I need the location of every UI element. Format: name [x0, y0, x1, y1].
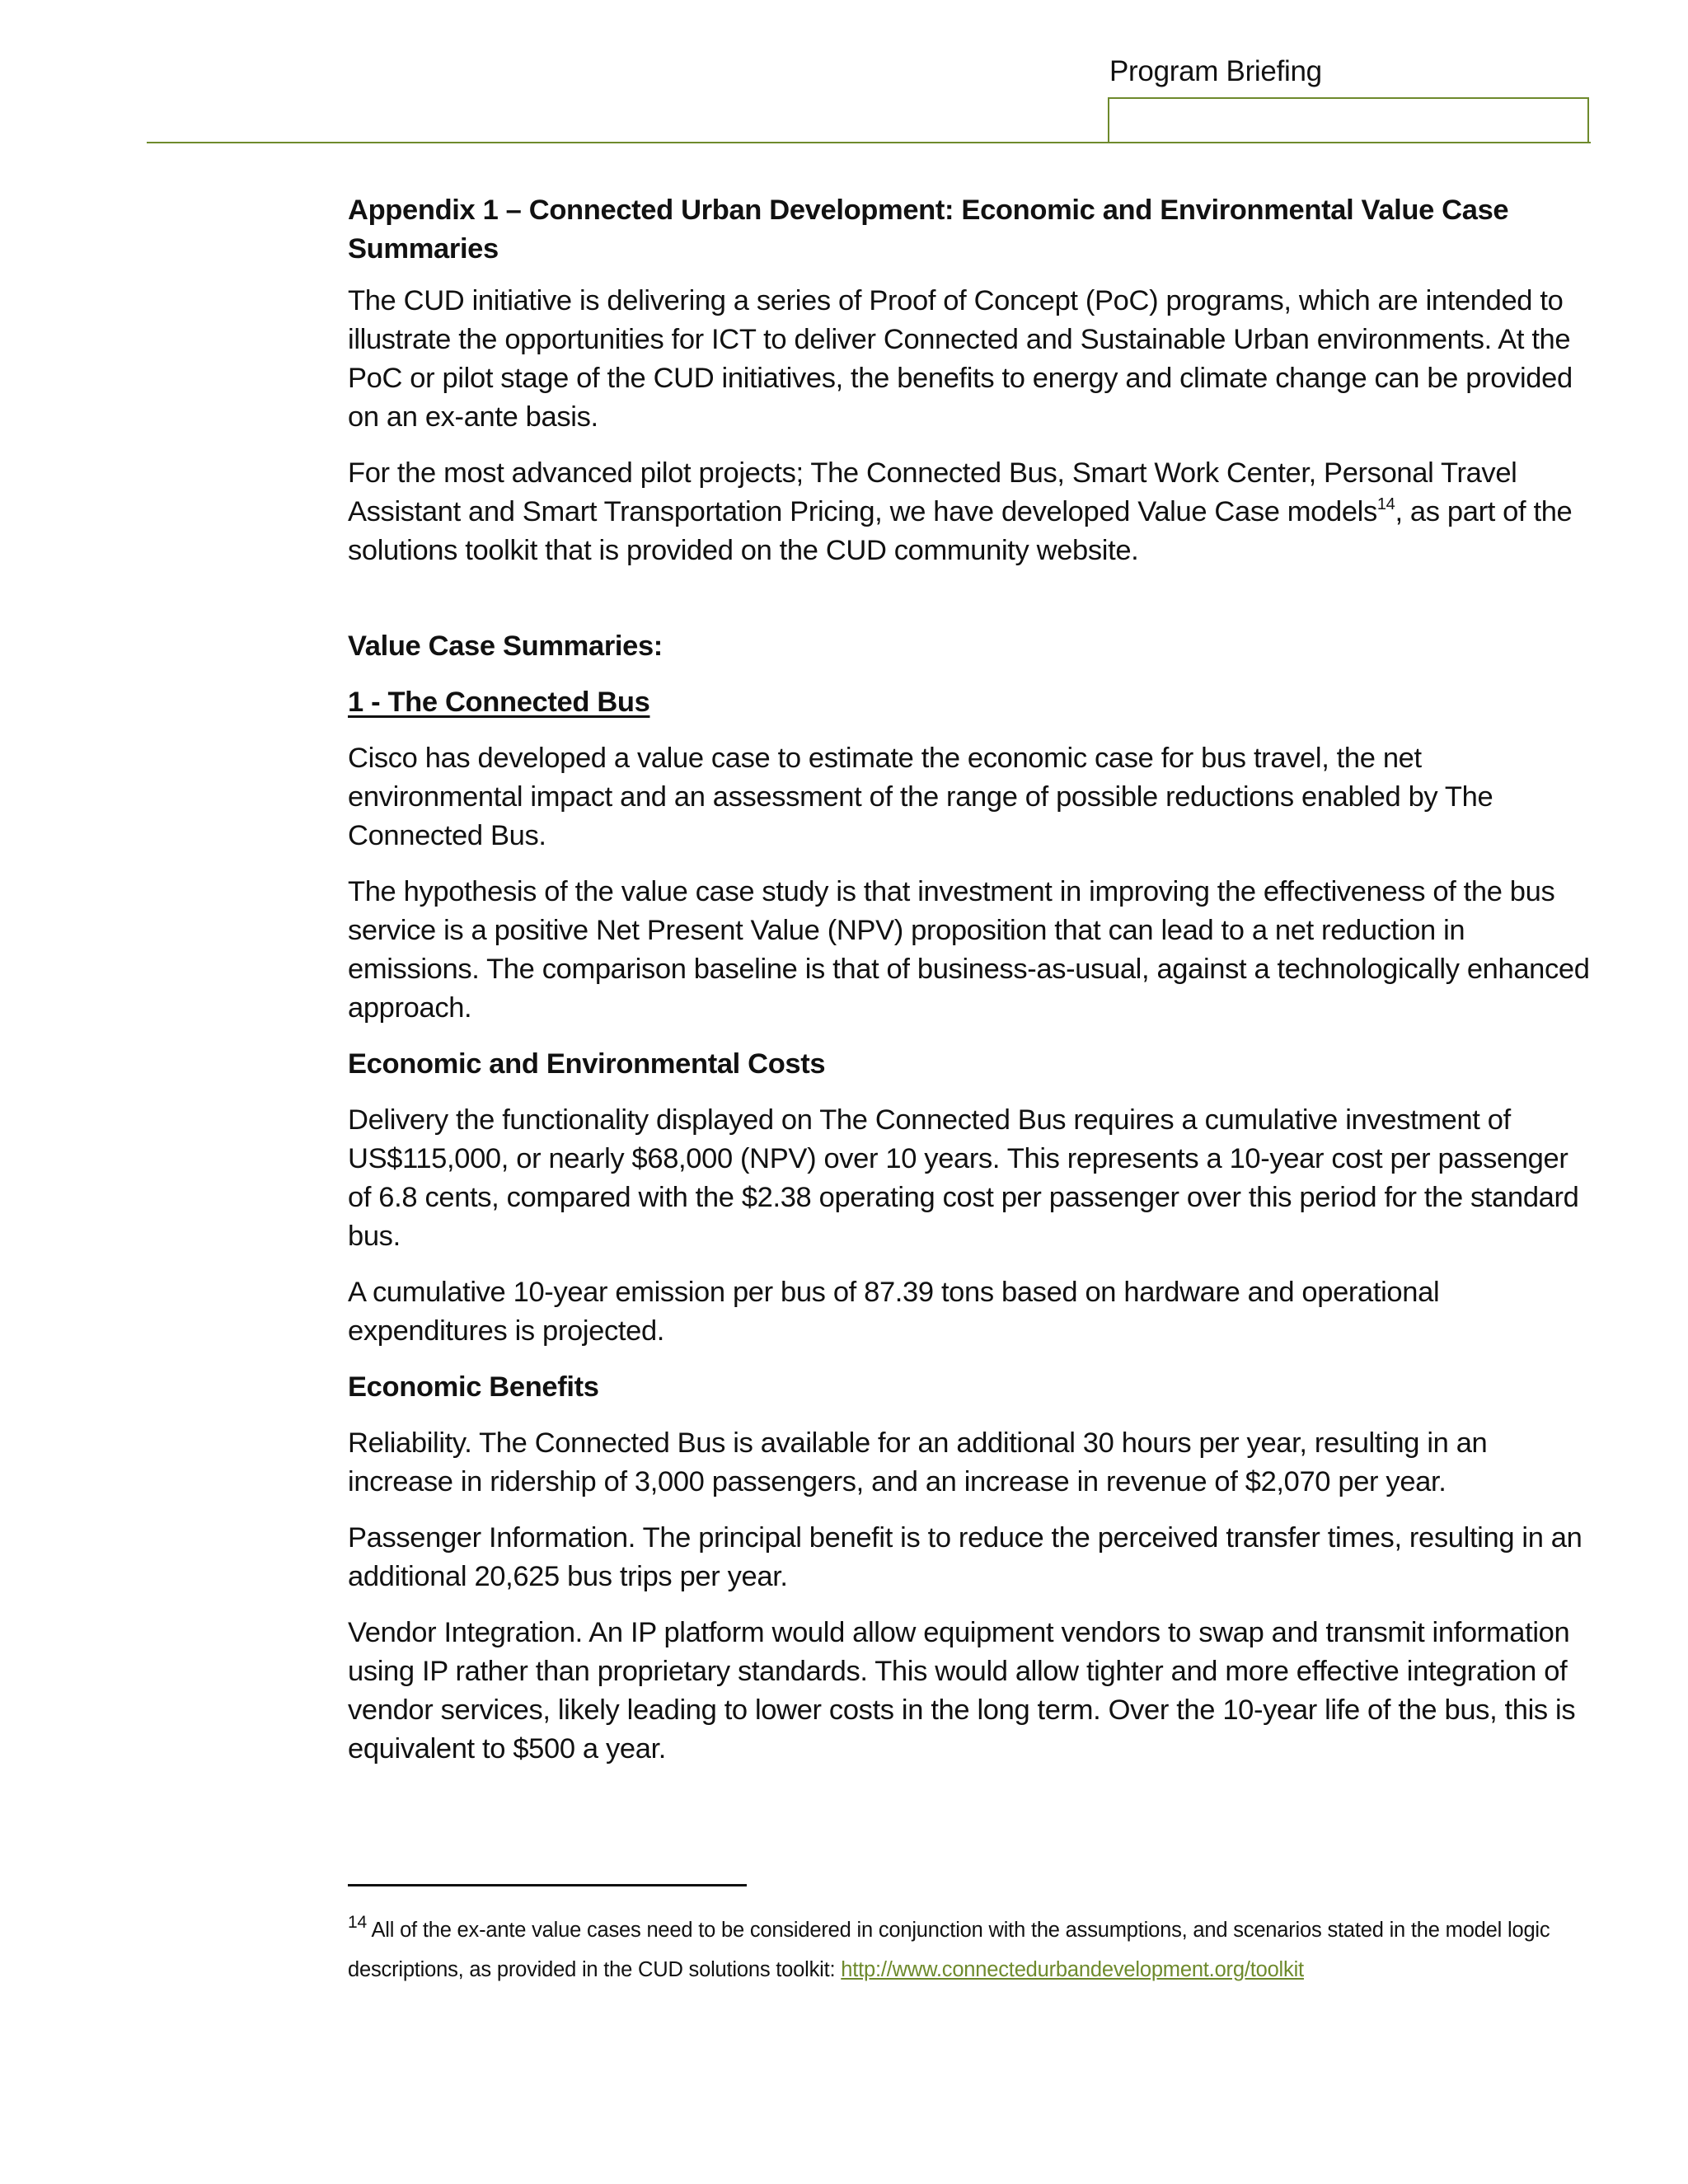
connected-bus-paragraph: Cisco has developed a value case to estimate the economic case for bus travel, the net environmental impact and an assessment of the range of possible reductions enabled by The Connected Bus.: [348, 743, 1493, 851]
section-spacer: [348, 588, 1592, 627]
toolkit-link[interactable]: http://www.connectedurbandevelopment.org/toolkit: [841, 1958, 1304, 1981]
connected-bus-heading: 1 - The Connected Bus: [348, 687, 650, 718]
footnote: [348, 1910, 1592, 1990]
header-divider: [147, 142, 1591, 143]
costs-heading: Economic and Environmental Costs: [348, 1048, 826, 1080]
footnote-text: All of the ex-ante value cases need to be considered in conjunction with the assumptions, and scenarios stated in the model logic descriptions, as provided in the CUD solutions toolkit:: [348, 1919, 1550, 1981]
benefits-heading: Economic Benefits: [348, 1371, 599, 1403]
appendix-title: Appendix 1 – Connected Urban Development: Economic and Environmental Value Case Summaries: [348, 194, 1509, 265]
passenger-information-paragraph: Passenger Information. The principal benefit is to reduce the perceived transfer times, resulting in an additional 20,625 bus trips per year.: [348, 1522, 1582, 1592]
hypothesis-paragraph: The hypothesis of the value case study is that investment in improving the effectiveness of the bus service is a positive Net Present Value (NPV) proposition that can lead to a net reduction in emissions. The comparison baseline is that of business-as-usual, against a technologically enhanced approach.: [348, 876, 1590, 1024]
running-header-frame: [1108, 97, 1589, 143]
reliability-paragraph: Reliability. The Connected Bus is available for an additional 30 hours per year, resulting in an increase in ridership of 3,000 passengers, and an increase in revenue of $2,070 per year.: [348, 1427, 1488, 1497]
pilot-projects-paragraph: [348, 454, 1592, 570]
footnote-separator: [348, 1884, 747, 1886]
document-body: [348, 191, 1592, 1786]
vendor-integration-paragraph: Vendor Integration. An IP platform would allow equipment vendors to swap and transmit information using IP rather than proprietary standards. This would allow tighter and more effective integration of vendor services, likely leading to lower costs in the long term. Over the 10-year life of the bus, this is equivalent to $500 a year.: [348, 1617, 1576, 1765]
footnote-number: 14: [348, 1912, 367, 1932]
emission-paragraph: A cumulative 10-year emission per bus of 87.39 tons based on hardware and operational expenditures is projected.: [348, 1277, 1440, 1347]
running-header-label: Program Briefing: [1109, 55, 1322, 87]
value-case-summaries-heading: Value Case Summaries:: [348, 630, 663, 662]
pilot-projects-text-end: , as part of the solutions toolkit that is provided on the CUD community website.: [348, 496, 1573, 566]
investment-paragraph: Delivery the functionality displayed on The Connected Bus requires a cumulative investment of US$115,000, or nearly $68,000 (NPV) over 10 years. This represents a 10-year cost per passenger of 6.8 cents, compared with the $2.38 operating cost per passenger over this period for the standard bus.: [348, 1104, 1579, 1252]
pilot-projects-text: For the most advanced pilot projects; The Connected Bus, Smart Work Center, Personal Travel Assistant and Smart Transportation Pricing, we have developed Value Case models: [348, 457, 1517, 527]
intro-paragraph: The CUD initiative is delivering a series of Proof of Concept (PoC) programs, which are intended to illustrate the opportunities for ICT to deliver Connected and Sustainable Urban environments. At the PoC or pilot stage of the CUD initiatives, the benefits to energy and climate change can be provided on an ex-ante basis.: [348, 285, 1573, 433]
footnote-reference[interactable]: 14: [1376, 494, 1395, 513]
